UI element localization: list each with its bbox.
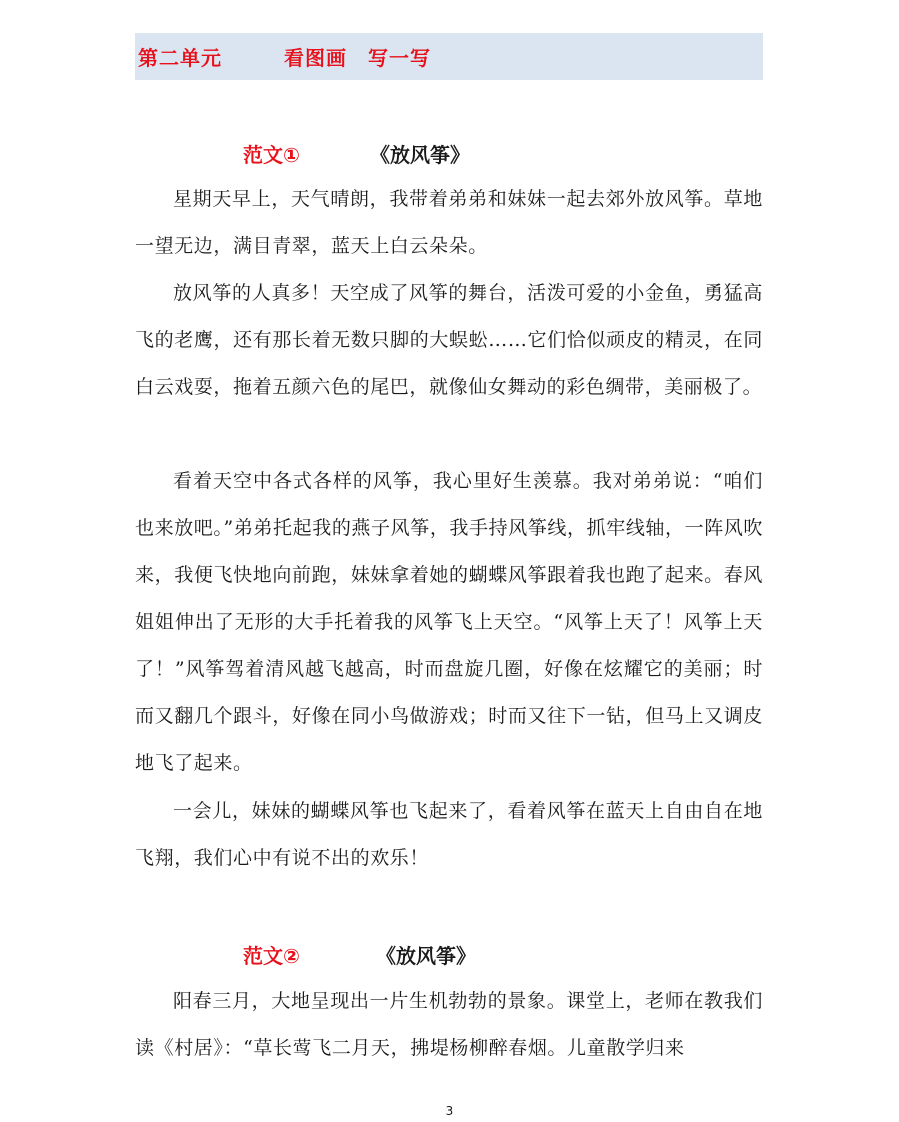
essay2-title: 《放风筝》 <box>376 944 476 968</box>
essay2-label: 范文② <box>243 944 300 968</box>
essay1-title: 《放风筝》 <box>370 143 470 167</box>
essay1-paragraph: 星期天早上，天气晴朗，我带着弟弟和妹妹一起去郊外放风筝。草地一望无边，满目青翠，蓝天上白云朵朵。 <box>135 188 763 257</box>
essay1-paragraph: 看着天空中各式各样的风筝，我心里好生羡慕。我对弟弟说：“咱们也来放吧。”弟弟托起我的燕子风筝，我手持风筝线，抓牢线轴，一阵风吹来，我便飞快地向前跑，妹妹拿着她的蝴蝶风筝跟着我也跑了起来。春风姐姐伸出了无形的大手托着我的风筝飞上天空。“风筝上天了！风筝上天了！”风筝驾着清风越飞越高，时而盘旋几圈，好像在炫耀它的美丽；时而又翻几个跟斗，好像在同小鸟做游戏；时而又往下一钻，但马上又调皮地飞了起来。 <box>135 470 764 774</box>
essay1-paragraph: 一会儿，妹妹的蝴蝶风筝也飞起来了，看着风筝在蓝天上自由自在地飞翔，我们心中有说不出的欢乐！ <box>135 800 763 869</box>
essay1-heading <box>0 139 899 173</box>
unit-header <box>135 33 763 80</box>
essay1-paragraph: 放风筝的人真多！天空成了风筝的舞台，活泼可爱的小金鱼，勇猛高飞的老鹰，还有那长着无数只脚的大蜈蚣……它们恰似顽皮的精灵，在同白云戏耍，拖着五颜六色的尾巴，就像仙女舞动的彩色绸带，美丽极了。 <box>135 282 763 398</box>
unit-topic: 看图画 写一写 <box>284 46 431 70</box>
essay2-paragraph: 阳春三月，大地呈现出一片生机勃勃的景象。课堂上，老师在教我们读《村居》：“草长莺飞二月天，拂堤杨柳醉春烟。儿童散学归来 <box>135 990 763 1059</box>
essay1-label: 范文① <box>243 143 300 167</box>
page-number: 3 <box>445 1104 454 1118</box>
unit-name: 第二单元 <box>138 46 222 70</box>
essay2-heading <box>0 940 899 974</box>
